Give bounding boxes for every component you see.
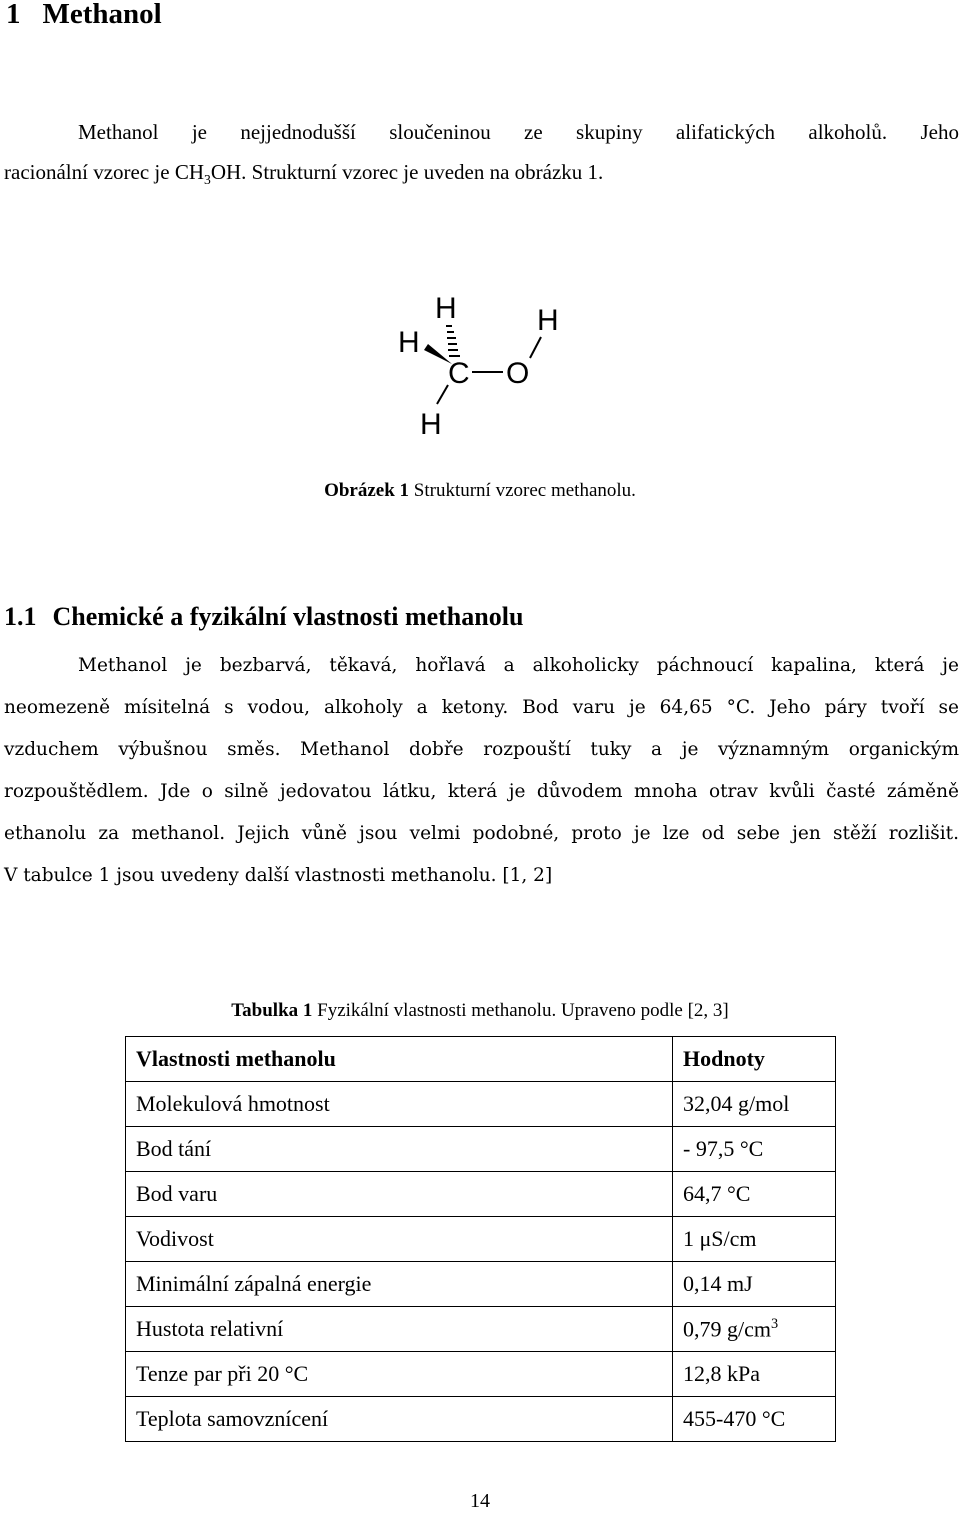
cell-value: - 97,5 °C xyxy=(673,1127,836,1172)
table-caption-label: Tabulka 1 xyxy=(231,1000,313,1021)
methanol-structure-figure xyxy=(390,288,580,448)
cell-property: Minimální zápalná energie xyxy=(126,1262,673,1307)
table-caption xyxy=(0,1000,960,1022)
cell-value: 1 μS/cm xyxy=(673,1217,836,1262)
table-row xyxy=(126,1397,836,1442)
cell-value: 32,04 g/mol xyxy=(673,1082,836,1127)
chapter-title: Methanol xyxy=(42,0,162,30)
cell-property: Vodivost xyxy=(126,1217,673,1262)
intro-line-2-post: OH. Strukturní vzorec je uveden na obrázku 1. xyxy=(210,160,604,184)
bond-o-h xyxy=(530,337,541,358)
atom-carbon: C xyxy=(448,357,470,390)
figure-caption-text: Strukturní vzorec methanolu. xyxy=(409,480,636,501)
atom-h-right: H xyxy=(537,304,559,337)
table-row xyxy=(126,1082,836,1127)
table-row xyxy=(126,1307,836,1352)
properties-table xyxy=(125,1036,836,1442)
section-line-5: ethanolu za methanol. Jejich vůně jsou velmi podobné, proto je lze od sebe jen stěží rozlišit. xyxy=(4,823,959,844)
section-title: Chemické a fyzikální vlastnosti methanolu xyxy=(52,602,524,631)
cell-property: Hustota relativní xyxy=(126,1307,673,1352)
header-cell-value: Hodnoty xyxy=(673,1037,836,1082)
atom-h-top: H xyxy=(435,292,457,325)
table-row xyxy=(126,1352,836,1397)
density-exponent: 3 xyxy=(771,1315,779,1332)
cell-value: 64,7 °C xyxy=(673,1172,836,1217)
section-line-6: V tabulce 1 jsou uvedeny další vlastnosti methanolu. [1, 2] xyxy=(4,865,553,886)
section-heading xyxy=(4,602,523,632)
cell-property: Molekulová hmotnost xyxy=(126,1082,673,1127)
cell-property: Teplota samovznícení xyxy=(126,1397,673,1442)
intro-paragraph xyxy=(4,112,959,200)
intro-line-2-pre: racionální vzorec je CH xyxy=(4,160,204,184)
table-row xyxy=(126,1127,836,1172)
solid-wedge-bond xyxy=(424,344,452,364)
table-row xyxy=(126,1172,836,1217)
chapter-number: 1 xyxy=(6,0,21,30)
atom-h-bottom: H xyxy=(420,408,442,441)
chapter-heading xyxy=(6,0,162,31)
cell-value xyxy=(673,1307,836,1352)
atom-h-left: H xyxy=(398,326,420,359)
table-row xyxy=(126,1262,836,1307)
table-caption-text: Fyzikální vlastnosti methanolu. Upraveno podle [2, 3] xyxy=(312,1000,729,1021)
density-value: 0,79 g/cm xyxy=(683,1316,771,1342)
intro-line-1: Methanol je nejjednodušší sloučeninou ze skupiny alifatických alkoholů. Jeho xyxy=(78,120,959,144)
page-number: 14 xyxy=(470,1490,490,1512)
section-line-3: vzduchem výbušnou směs. Methanol dobře rozpouští tuky a je významným organickým xyxy=(4,739,959,760)
table-row xyxy=(126,1217,836,1262)
cell-value: 12,8 kPa xyxy=(673,1352,836,1397)
section-line-4: rozpouštědlem. Jde o silně jedovatou látku, která je důvodem mnoha otrav kvůli časté záměně xyxy=(4,781,959,802)
cell-property: Bod varu xyxy=(126,1172,673,1217)
section-line-1: Methanol je bezbarvá, těkavá, hořlavá a alkoholicky páchnoucí kapalina, která je xyxy=(78,655,959,676)
table-header-row xyxy=(126,1037,836,1082)
cell-property: Tenze par při 20 °C xyxy=(126,1352,673,1397)
section-paragraph xyxy=(4,645,959,897)
atom-oxygen: O xyxy=(506,357,530,390)
cell-property: Bod tání xyxy=(126,1127,673,1172)
header-cell-property: Vlastnosti methanolu xyxy=(126,1037,673,1082)
section-line-2: neomezeně mísitelná s vodou, alkoholy a ketony. Bod varu je 64,65 °C. Jeho páry tvoří se xyxy=(4,697,959,718)
cell-value: 455-470 °C xyxy=(673,1397,836,1442)
hashed-bond xyxy=(446,326,460,356)
cell-value: 0,14 mJ xyxy=(673,1262,836,1307)
intro-line-2 xyxy=(4,152,959,200)
figure-caption-label: Obrázek 1 xyxy=(324,480,410,501)
subscript-3: 3 xyxy=(204,172,211,188)
figure-caption xyxy=(0,480,960,502)
section-number: 1.1 xyxy=(4,602,37,631)
bond-c-h-bottom xyxy=(437,385,448,404)
